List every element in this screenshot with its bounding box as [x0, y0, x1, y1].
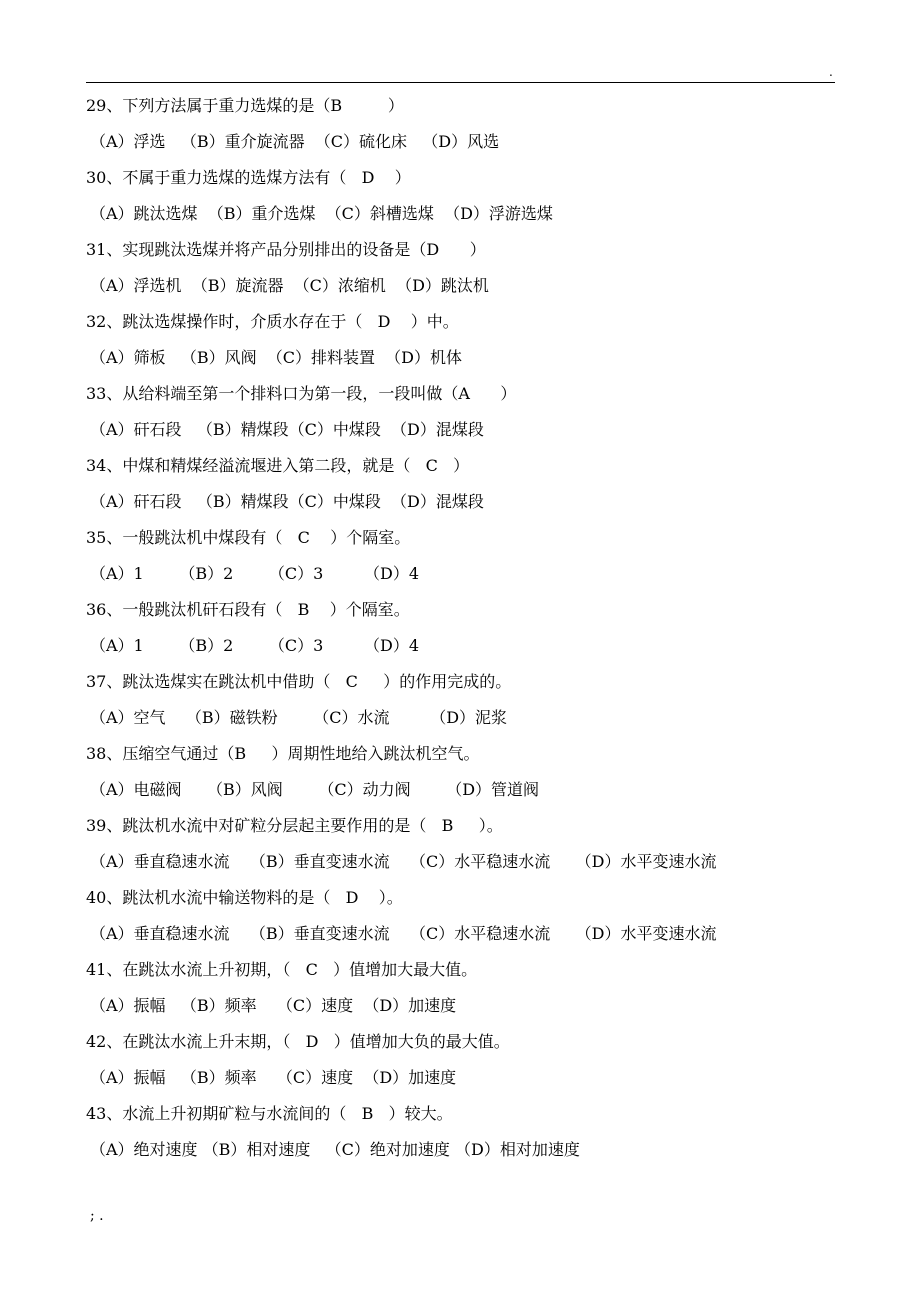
question-options: （A）矸石段 （B）精煤段（C）中煤段 （D）混煤段: [90, 492, 484, 511]
question-36: [86, 592, 866, 664]
question-35: [86, 520, 866, 592]
question-options: （A）垂直稳速水流 （B）垂直变速水流 （C）水平稳速水流 （D）水平变速水流: [90, 924, 717, 943]
question-stem: 33、从给料端至第一个排料口为第一段，一段叫做（A ）: [86, 384, 517, 403]
question-options: （A）振幅 （B）频率 （C）速度 （D）加速度: [90, 996, 457, 1015]
question-options: （A）浮选机 （B）旋流器 （C）浓缩机 （D）跳汰机: [90, 276, 489, 295]
question-41: [86, 952, 866, 1024]
question-stem: 39、跳汰机水流中对矿粒分层起主要作用的是（ B ）。: [86, 816, 503, 835]
question-options: （A）跳汰选煤 （B）重介选煤 （C）斜槽选煤 （D）浮游选煤: [90, 204, 553, 223]
question-33: [86, 376, 866, 448]
question-stem: 36、一般跳汰机矸石段有（ B ）个隔室。: [86, 600, 410, 619]
question-42: [86, 1024, 866, 1096]
question-32: [86, 304, 866, 376]
question-37: [86, 664, 866, 736]
question-stem: 42、在跳汰水流上升末期，（ D ）值增加大负的最大值。: [86, 1032, 510, 1051]
question-options: （A）1 （B）2 （C）3 （D）4: [90, 636, 419, 655]
question-34: [86, 448, 866, 520]
header-mark: .: [829, 65, 833, 79]
question-options: （A）1 （B）2 （C）3 （D）4: [90, 564, 419, 583]
question-options: （A）振幅 （B）频率 （C）速度 （D）加速度: [90, 1068, 457, 1087]
question-stem: 40、跳汰机水流中输送物料的是（ D ）。: [86, 888, 403, 907]
footer-mark: ; .: [90, 1208, 104, 1224]
question-stem: 31、实现跳汰选煤并将产品分别排出的设备是（D ）: [86, 240, 486, 259]
question-stem: 34、中煤和精煤经溢流堰进入第二段，就是（ C ）: [86, 456, 470, 475]
question-list: [86, 88, 866, 1168]
question-stem: 38、压缩空气通过（B ）周期性地给入跳汰机空气。: [86, 744, 480, 763]
question-stem: 43、水流上升初期矿粒与水流间的（ B ）较大。: [86, 1104, 453, 1123]
question-options: （A）绝对速度 （B）相对速度 （C）绝对加速度 （D）相对加速度: [90, 1140, 580, 1159]
question-stem: 35、一般跳汰机中煤段有（ C ）个隔室。: [86, 528, 411, 547]
question-stem: 37、跳汰选煤实在跳汰机中借助（ C ）的作用完成的。: [86, 672, 512, 691]
header-rule: [86, 82, 835, 83]
question-options: （A）电磁阀 （B）风阀 （C）动力阀 （D）管道阀: [90, 780, 540, 799]
question-options: （A）浮选 （B）重介旋流器 （C）硫化床 （D）风选: [90, 132, 500, 151]
question-31: [86, 232, 866, 304]
question-38: [86, 736, 866, 808]
question-options: （A）垂直稳速水流 （B）垂直变速水流 （C）水平稳速水流 （D）水平变速水流: [90, 852, 717, 871]
question-options: （A）筛板 （B）风阀 （C）排料装置 （D）机体: [90, 348, 462, 367]
question-39: [86, 808, 866, 880]
question-stem: 32、跳汰选煤操作时，介质水存在于（ D ）中。: [86, 312, 459, 331]
question-stem: 29、下列方法属于重力选煤的是（B ）: [86, 96, 404, 115]
question-stem: 30、不属于重力选煤的选煤方法有（ D ）: [86, 168, 411, 187]
question-43: [86, 1096, 866, 1168]
question-stem: 41、在跳汰水流上升初期，（ C ）值增加大最大值。: [86, 960, 478, 979]
question-options: （A）空气 （B）磁铁粉 （C）水流 （D）泥浆: [90, 708, 508, 727]
question-40: [86, 880, 866, 952]
question-30: [86, 160, 866, 232]
question-29: [86, 88, 866, 160]
question-options: （A）矸石段 （B）精煤段（C）中煤段 （D）混煤段: [90, 420, 484, 439]
